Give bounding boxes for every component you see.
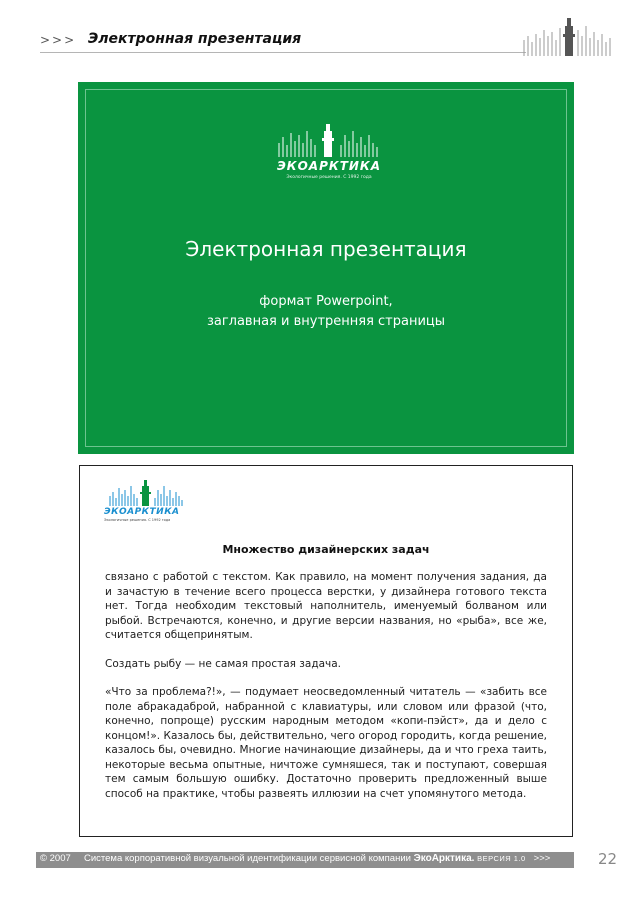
body-paragraph: «Что за проблема?!», — подумает неосведомленный читатель — «забить все поле абракадаброй, набранной с клавиатуры, или словом или фразой (что, конечно, попроще) русским народным методом «копи-пэйст», да и дело с концом!». Казалось бы, действительно, чего огород городить, когда решение, казалось бы, очевидно. Многие начинающие дизайнеры, да и что греха таить, некоторые весьма опытные, ничтоже сумняшеся, так и поступают, совершая тем самым большую ошибку. Достаточно проверить предложенный выше способ на практике, чтобы развеять иллюзии на счет упомянутого метода. [105, 686, 547, 800]
header-arrows: >>> [40, 33, 77, 47]
footer-version: ВЕРСИЯ 1.0 [477, 854, 526, 863]
cover-subtitle-line1: формат Powerpoint, [259, 294, 393, 309]
header-title: Электронная презентация [88, 31, 302, 47]
inner-body-text [105, 570, 547, 815]
inner-heading: Множество дизайнерских задач [222, 543, 430, 556]
inner-logo-wordmark: ЭКОАРКТИКА [104, 507, 180, 517]
body-paragraph: связано с работой с текстом. Как правило, на момент получения задания, да и зачастую в течение всего процесса верстки, у дизайнера готового текста нет. Тогда необходим текстовый наполнитель, именуемый болваном или рыбой. Встречаются, конечно, и другие версии названия, но «рыба», все же, считается общепринятым. [105, 571, 547, 641]
inner-slide [79, 465, 573, 837]
page-number: 22 [598, 850, 618, 868]
footer-brand: ЭкоАрктика. [413, 853, 475, 864]
footer-arrows: >>> [533, 853, 551, 864]
page-header [0, 0, 636, 56]
cover-logo-wordmark: ЭКОАРКТИКА [276, 159, 382, 173]
header-rule [40, 52, 526, 53]
footer-bar [36, 852, 574, 868]
footer-description: Система корпоративной визуальной идентификации сервисной компании [83, 853, 411, 864]
cover-title: Электронная презентация [185, 237, 467, 261]
footer-copyright: © 2007 [40, 853, 71, 864]
cover-subtitle-line2: заглавная и внутренняя страницы [206, 314, 446, 329]
footer-text [40, 853, 574, 864]
cover-logo-tagline: Экологичные решения. С 1992 года [286, 175, 372, 180]
cover-slide [79, 83, 573, 453]
city-skyline-icon [520, 16, 616, 58]
inner-logo-tagline: Экологичные решения. С 1992 года [104, 518, 171, 522]
body-paragraph: Создать рыбу — не самая простая задача. [105, 657, 341, 670]
